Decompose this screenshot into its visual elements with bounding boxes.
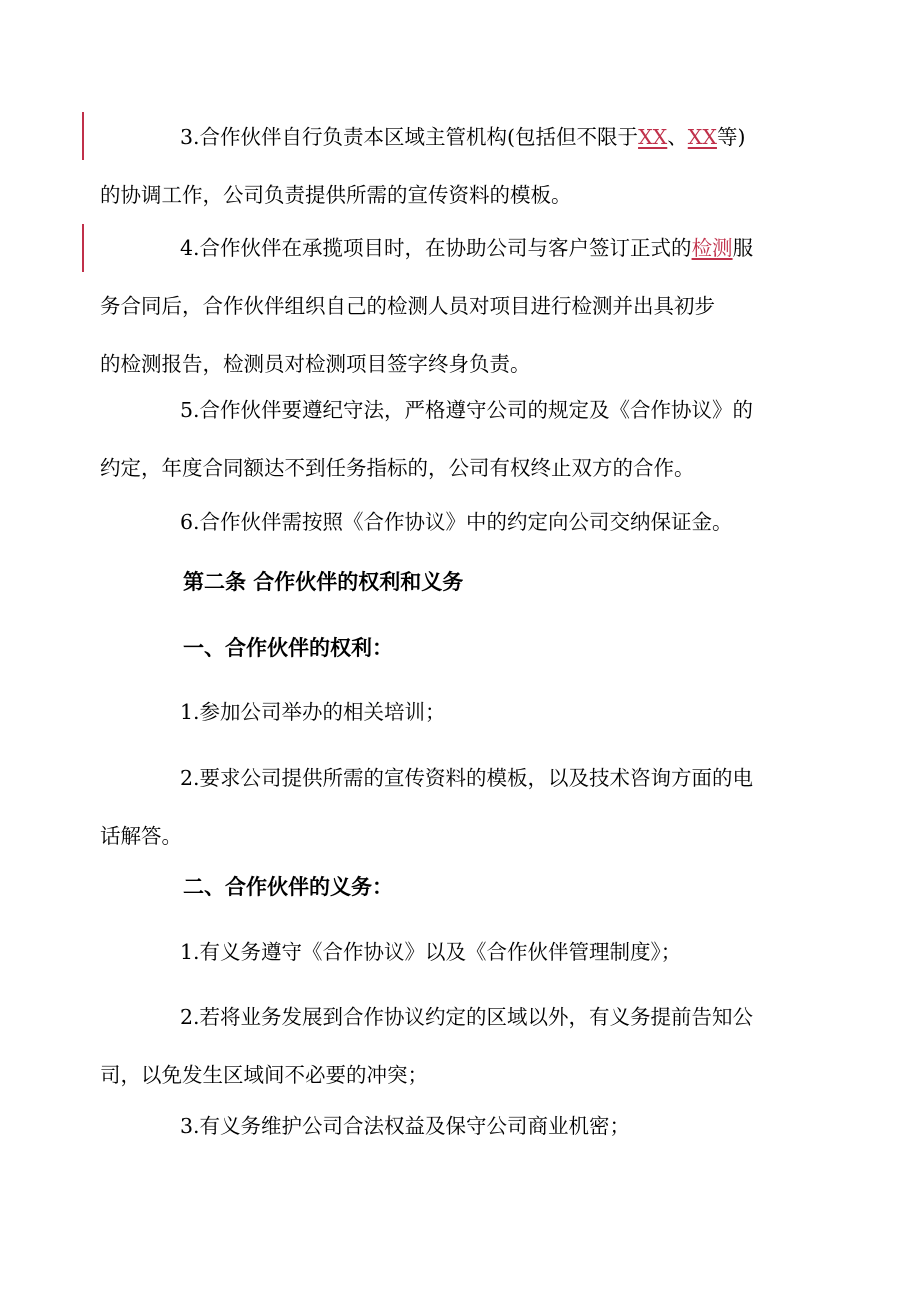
paragraph-line: 4.合作伙伴在承揽项目时，在协助公司与客户签订正式的检测服 [180,236,754,260]
paragraph-line: 1.参加公司举办的相关培训； [180,700,446,724]
paragraph-line: 1.有义务遵守《合作协议》以及《合作伙伴管理制度》； [180,940,682,964]
paragraph-4 [100,219,790,393]
revision-bar-p4 [82,224,84,272]
tracked-change-text: 检测 [691,236,733,260]
tracked-change-text: XX [638,125,668,149]
duties-item-3 [140,1097,790,1155]
paragraph-5 [100,381,790,497]
tracked-change-text: XX [687,125,717,149]
duties-item-2 [100,988,790,1104]
paragraph-line: 约定，年度合同额达不到任务指标的，公司有权终止双方的合作。 [100,456,695,480]
rights-item-2 [100,749,790,865]
rights-item-1 [140,683,790,741]
paragraph-line: 2.要求公司提供所需的宣传资料的模板，以及技术咨询方面的电 [180,766,754,790]
duties-item-1 [140,923,790,981]
paragraph-line: 司，以免发生区域间不必要的冲突； [100,1063,428,1087]
paragraph-line: 3.有义务维护公司合法权益及保守公司商业机密； [180,1114,631,1138]
rights-heading: 一、合作伙伴的权利： [183,636,393,660]
revision-bar-p3 [82,112,84,160]
duties-heading: 二、合作伙伴的义务： [183,875,393,899]
paragraph-line: 的协调工作，公司负责提供所需的宣传资料的模板。 [100,183,572,207]
paragraph-line: 5.合作伙伴要遵纪守法，严格遵守公司的规定及《合作协议》的 [180,398,754,422]
paragraph-line: 务合同后，合作伙伴组织自己的检测人员对项目进行检测并出具初步 [100,294,715,318]
article-heading: 第二条 合作伙伴的权利和义务 [183,570,464,594]
paragraph-3 [100,108,790,224]
paragraph-line: 3.合作伙伴自行负责本区域主管机构(包括但不限于XX、XX等) [180,125,746,149]
paragraph-line: 6.合作伙伴需按照《合作协议》中的约定向公司交纳保证金。 [180,510,733,534]
paragraph-line: 话解答。 [100,824,182,848]
paragraph-6 [140,493,790,551]
paragraph-line: 2.若将业务发展到合作协议约定的区域以外，有义务提前告知公 [180,1005,754,1029]
paragraph-line: 的检测报告，检测员对检测项目签字终身负责。 [100,352,531,376]
